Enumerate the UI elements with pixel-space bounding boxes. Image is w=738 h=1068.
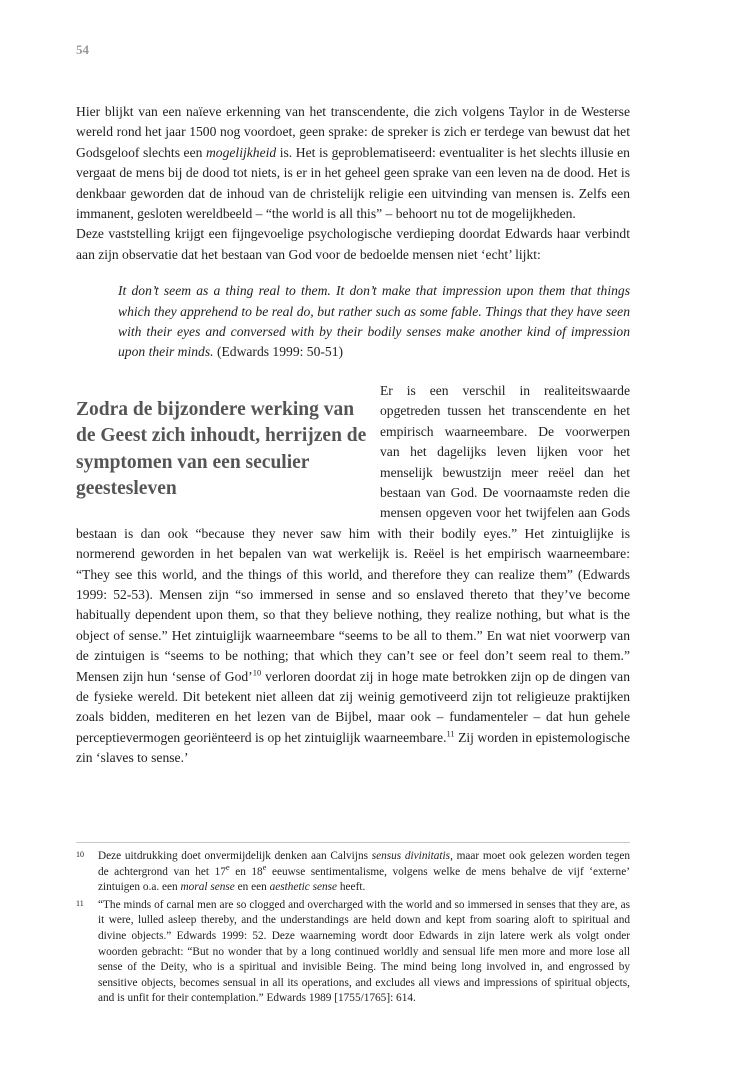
footnote-emphasis: moral sense	[180, 881, 235, 894]
footnote-text: eeuwse sentimentalisme, volgens welke de mens behalve de vijf ‘externe’ zintuigen o.a. een	[98, 865, 630, 894]
para3-text-a: Er is een verschil in realiteitswaarde opgetreden tussen het transcendente en het empirisch waarneembare. De voorwerpen van het dagelijks leven lijken voor het menselijk bewustzijn meer reëel dan het bestaan van God. De voornaamste reden die mensen opgeven voor het twijfelen aan Gods bestaan is dan ook “because they never saw him with their bodily eyes.” Het zintuiglijke is normerend geworden in het bepalen van wat werkelijk is. Reëel is het empirisch waarneembare: “They see this world, and the things of this world, and therefore they can realize them” (Edwards 1999: 52-53). Mensen zijn “so immersed in sense and so enslaved thereto that they’ve become habitually dependent upon them, so that they believe nothing, they realize nothing, but what is the object of sense.” Het zintuiglijk waarneembare “seems to be all to them.” En wat niet voorwerp van de zintuigen is “seems to be nothing; that which they can’t see or feel don’t seem real to them.” Mensen zijn hun ‘sense of God’	[76, 382, 630, 684]
footnote-text: en een	[234, 881, 270, 894]
block-quote	[118, 281, 630, 363]
footnote-emphasis: sensus divinitatis	[371, 850, 451, 862]
footnote-emphasis: aesthetic sense	[269, 881, 338, 894]
footnote-text: en 18	[229, 865, 263, 878]
footnote-number: 11	[76, 898, 84, 908]
body-text	[76, 102, 630, 769]
footnote-text: , maar moet ook gelezen worden tegen de achtergrond van het 17	[98, 850, 631, 878]
para1-text-a: Hier blijkt van een naïeve erkenning van het transcendente, die zich volgens Taylor in de Westerse wereld rond het jaar 1500 nog voordoet, geen sprake: de spreker is zich er terdege van bewust dat het Godsgeloof slechts een	[76, 104, 630, 160]
paragraph-2: Deze vaststelling krijgt een fijngevoelige psychologische verdieping doordat Edwards haar verbindt aan zijn observatie dat het bestaan van God voor de bedoelde mensen niet ‘echt’ lijkt:	[76, 226, 630, 262]
footnote-text: “The minds of carnal men are so clogged and overcharged with the world and so immersed in senses that they are, as it were, lulled asleep thereby, and the understandings are held down and kept from soaring aloft to spiritual and divine objects.” Edwards 1999: 52. Deze waarneming wordt door Edwards in zijn latere werk als volgt onder woorden gebracht: “But no wonder that by a long continued worldly and sensual life men more and more lose all sense of the Deity, who is a spiritual and invisible Being. The mind being long involved in, and engrossed by sensitive objects, becomes sensual in all its operations, and excludes all views and impressions of spiritual objects, and is unfit for their contemplation.” Edwards 1989 [1755/1765]: 614.	[98, 898, 630, 1005]
page-number: 54	[76, 42, 89, 57]
para3-text-c: Zij worden in epistemologische zin ‘slaves to sense.’	[76, 729, 630, 766]
footnote-11	[76, 898, 630, 1007]
para1-emphasis: mogelijkheid	[205, 144, 277, 160]
footnote-10	[76, 849, 630, 896]
paragraph-3	[76, 381, 630, 769]
quote-citation: (Edwards 1999: 50-51)	[213, 344, 344, 360]
footnote-number: 10	[76, 850, 84, 859]
quote-text: It don’t seem as a thing real to them. It don’t make that impression upon them that things which they apprehend to be real do, but rather such as some fable. Things that they have seen with their eyes and conversed with by their bodily senses make another kind of impression upon their minds.	[118, 283, 630, 360]
footnote-text: Deze uitdrukking doet onvermijdelijk denken aan Calvijns	[98, 850, 372, 862]
footnote-superscript: e	[262, 861, 267, 872]
footnote-ref-11[interactable]: 11	[446, 728, 455, 739]
footnote-divider	[76, 842, 630, 843]
paragraph-1	[76, 102, 630, 224]
footnote-ref-10[interactable]: 10	[252, 667, 262, 678]
para1-text-b: is. Het is geproblematiseerd: eventualiter is het slechts illusie en vergaat de mens bij de dood tot niets, is er in het geheel geen sprake van een leven na de dood. Het is denkbaar geworden dat de inhoud van de christelijk religie een uitvinding van mensen is. Zelfs een immanent, gesloten wereldbeeld – “the world is all this” – behoort nu tot de mogelijkheden.	[76, 144, 630, 222]
pullquote: Zodra de bijzondere werking van de Geest zich inhoudt, herrijzen de symptomen van een seculier geestesleven	[76, 398, 367, 500]
footnote-superscript: e	[225, 861, 230, 872]
pullquote-box	[76, 381, 380, 506]
footnotes	[76, 849, 630, 1009]
para3-text-b: verloren doordat zij in hoge mate betrokken zijn op de dingen van de fysieke wereld. Dit betekent niet alleen dat zij weinig gemotiveerd zijn tot religieuze praktijken zoals bidden, mediteren en het lezen van de Bijbel, maar ook – fundamenteler – dat hun gehele perceptievermogen georiënteerd is op het zintuiglijk waarneembare.	[76, 668, 630, 745]
footnote-text: heeft.	[337, 881, 366, 894]
